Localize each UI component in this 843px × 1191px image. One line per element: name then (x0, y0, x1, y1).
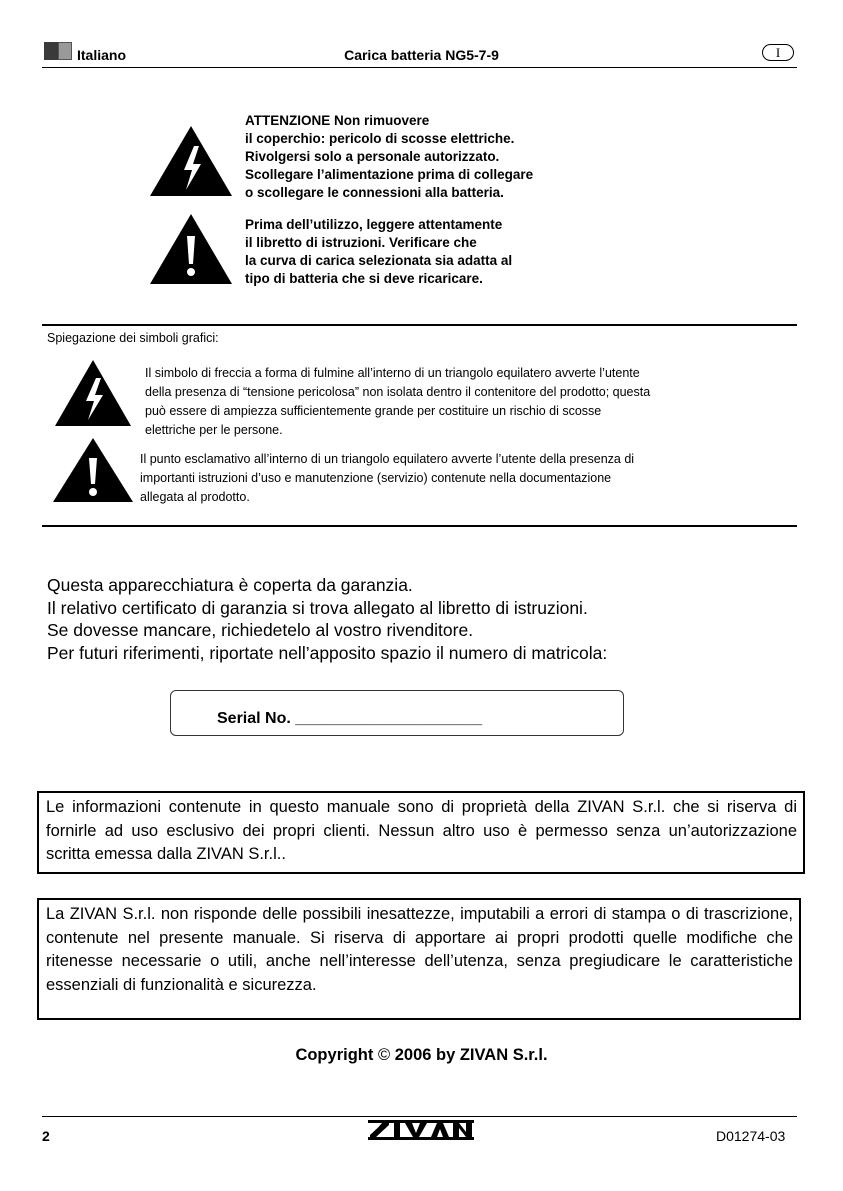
exclamation-warning-icon (150, 214, 232, 284)
language-badge: I (762, 44, 794, 61)
disclaimer-notice: La ZIVAN S.r.l. non risponde delle possibili inesattezze, imputabili a errori di stampa o di trascrizione, contenute nel presente manuale. Si riserva di apportare ai propri prodotti quelle modifiche che ritenesse necessarie o utili, anche nell’interesse dell’utenza, senza pregiudicare le caratteristiche essenziali di funzionalità e sicurezza. (37, 898, 801, 1020)
page-number: 2 (42, 1128, 50, 1144)
symbols-top-rule (42, 324, 797, 326)
footer-divider (42, 1116, 797, 1117)
lightning-warning-icon (55, 360, 131, 426)
header-divider (42, 67, 797, 68)
warranty-paragraph: Questa apparecchiatura è coperta da garanzia. Il relativo certificato di garanzia si trova allegato al libretto di istruzioni. Se dovesse mancare, richiedetelo al vostro rivenditore. Per futuri riferimenti, riportate nell’apposito spazio il numero di matricola: (47, 575, 608, 663)
header-language: Italiano (77, 47, 127, 63)
copyright-line: Copyright © 2006 by ZIVAN S.r.l. (295, 1046, 548, 1064)
lightning-warning-icon (150, 126, 232, 196)
serial-number-box (170, 690, 624, 736)
symbols-caption: Spiegazione dei simboli grafici: (47, 331, 219, 345)
warning-block-manual: Prima dell’utilizzo, leggere attentamente il libretto di istruzioni. Verificare che la curva di carica selezionata sia adatta al tipo di batteria che si deve ricaricare. (245, 217, 513, 286)
symbol-exclamation-description: Il punto esclamativo all’interno di un triangolo equilatero avverte l’utente della presenza di importanti istruzioni d’uso e manutenzione (servizio) contenute nella documentazione allegata al prodotto. (140, 452, 635, 504)
copyright-icon: © (377, 1046, 391, 1064)
ownership-notice: Le informazioni contenute in questo manuale sono di proprietà della ZIVAN S.r.l. che si riserva di fornirle ad uso esclusivo dei propri clienti. Nessun altro uso è permesso senza un’autorizzazione scritta emessa dalla ZIVAN S.r.l.. (37, 791, 805, 874)
symbol-lightning-description: Il simbolo di freccia a forma di fulmine all’interno di un triangolo equilatero avverte l’utente della presenza di “tensione pericolosa” non isolata dentro il contenitore del prodotto; questa può essere di ampiezza sufficientemente grande per costituire un rischio di scosse elettriche per le persone. (145, 366, 651, 437)
document-code: D01274-03 (716, 1128, 786, 1144)
serial-number-label: Serial No. _____________________ (217, 710, 483, 727)
header-title: Carica batteria NG5-7-9 (344, 47, 499, 63)
symbols-bottom-rule (42, 525, 797, 527)
warning-block-electric: ATTENZIONE Non rimuovere il coperchio: pericolo di scosse elettriche. Rivolgersi solo a personale autorizzato. Scollegare l’alimentazione prima di collegare o scollegare le connessioni alla batteria. (245, 113, 534, 200)
exclamation-warning-icon (53, 438, 133, 502)
zivan-logo (368, 1120, 474, 1140)
